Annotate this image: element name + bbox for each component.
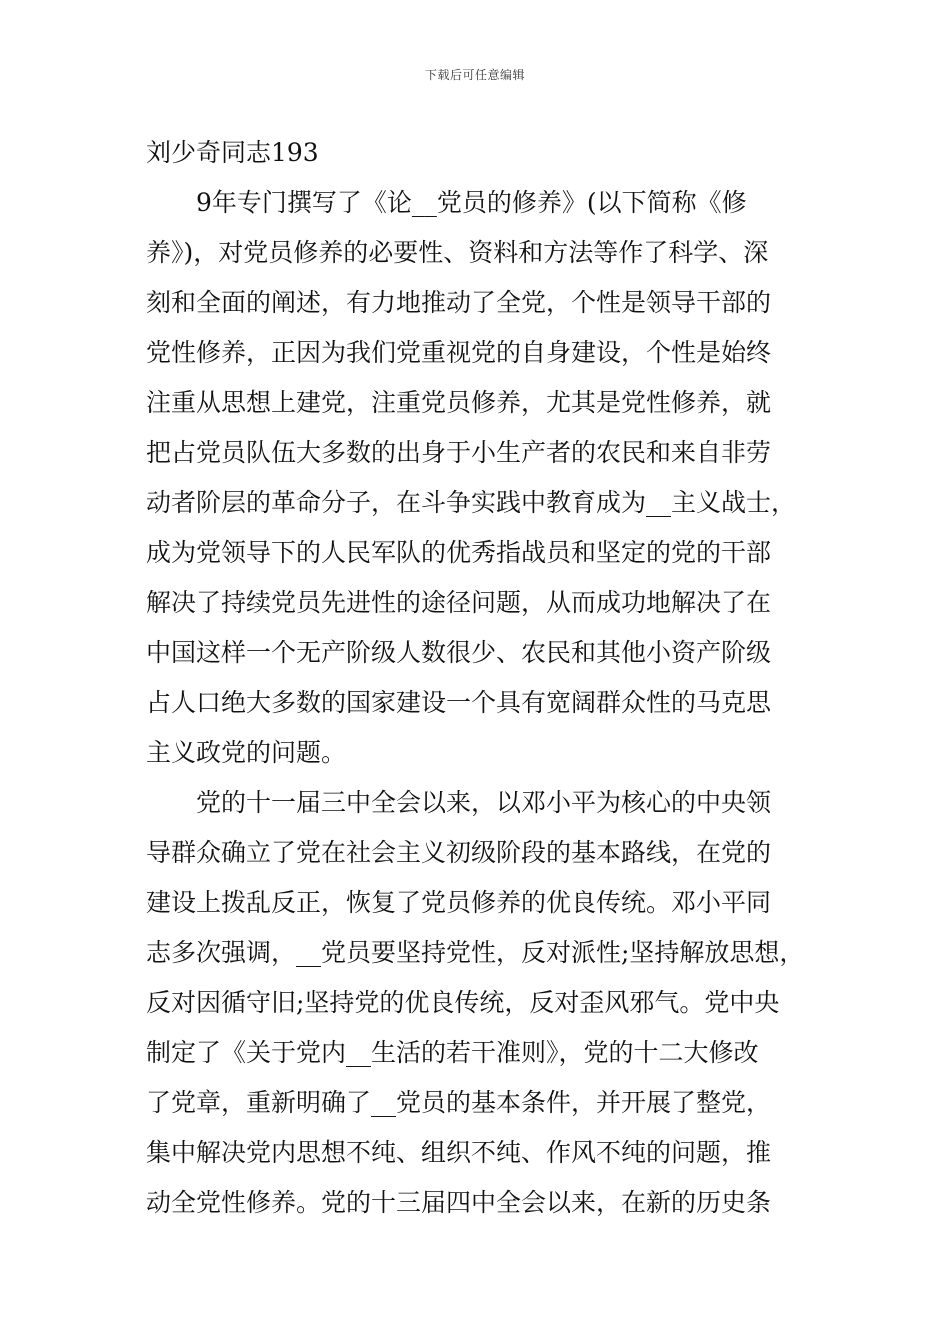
paragraph-start-line: 9年专门撰写了《论__党员的修养》(以下简称《修	[196, 188, 747, 217]
text-line: 志多次强调，__党员要坚持党性，反对派性;坚持解放思想，	[146, 938, 805, 967]
text-line: 注重从思想上建党，注重党员修养，尤其是党性修养，就	[146, 388, 772, 417]
text-line: 了党章，重新明确了__党员的基本条件，并开展了整党，	[146, 1088, 772, 1117]
text-line: 刻和全面的阐述，有力地推动了全党，个性是领导干部的	[146, 288, 772, 317]
text-line: 反对因循守旧;坚持党的优良传统，反对歪风邪气。党中央	[146, 988, 780, 1017]
text-line: 占人口绝大多数的国家建设一个具有宽阔群众性的马克思	[146, 688, 772, 717]
text-line: 动全党性修养。党的十三届四中全会以来，在新的历史条	[146, 1188, 772, 1217]
text-line: 集中解决党内思想不纯、组织不纯、作风不纯的问题，推	[146, 1138, 772, 1167]
text-line: 建设上拨乱反正，恢复了党员修养的优良传统。邓小平同	[146, 888, 772, 917]
document-body	[146, 128, 808, 1228]
text-line: 把占党员队伍大多数的出身于小生产者的农民和来自非劳	[146, 438, 772, 467]
text-line: 成为党领导下的人民军队的优秀指战员和坚定的党的干部	[146, 538, 772, 567]
text-line: 主义政党的问题。	[146, 738, 347, 767]
text-line: 中国这样一个无产阶级人数很少、农民和其他小资产阶级	[146, 638, 772, 667]
text-line: 刘少奇同志193	[146, 138, 319, 167]
text-line: 党性修养，正因为我们党重视党的自身建设，个性是始终	[146, 338, 772, 367]
text-line: 动者阶层的革命分子，在斗争实践中教育成为__主义战士，	[146, 488, 797, 517]
text-line: 导群众确立了党在社会主义初级阶段的基本路线，在党的	[146, 838, 772, 867]
text-line: 解决了持续党员先进性的途径问题，从而成功地解决了在	[146, 588, 772, 617]
header-note: 下载后可任意编辑	[424, 68, 525, 82]
paragraph-start-line: 党的十一届三中全会以来，以邓小平为核心的中央领	[196, 788, 772, 817]
text-line: 养》)，对党员修养的必要性、资料和方法等作了科学、深	[146, 238, 769, 267]
text-line: 制定了《关于党内__生活的若干准则》，党的十二大修改	[146, 1038, 759, 1067]
